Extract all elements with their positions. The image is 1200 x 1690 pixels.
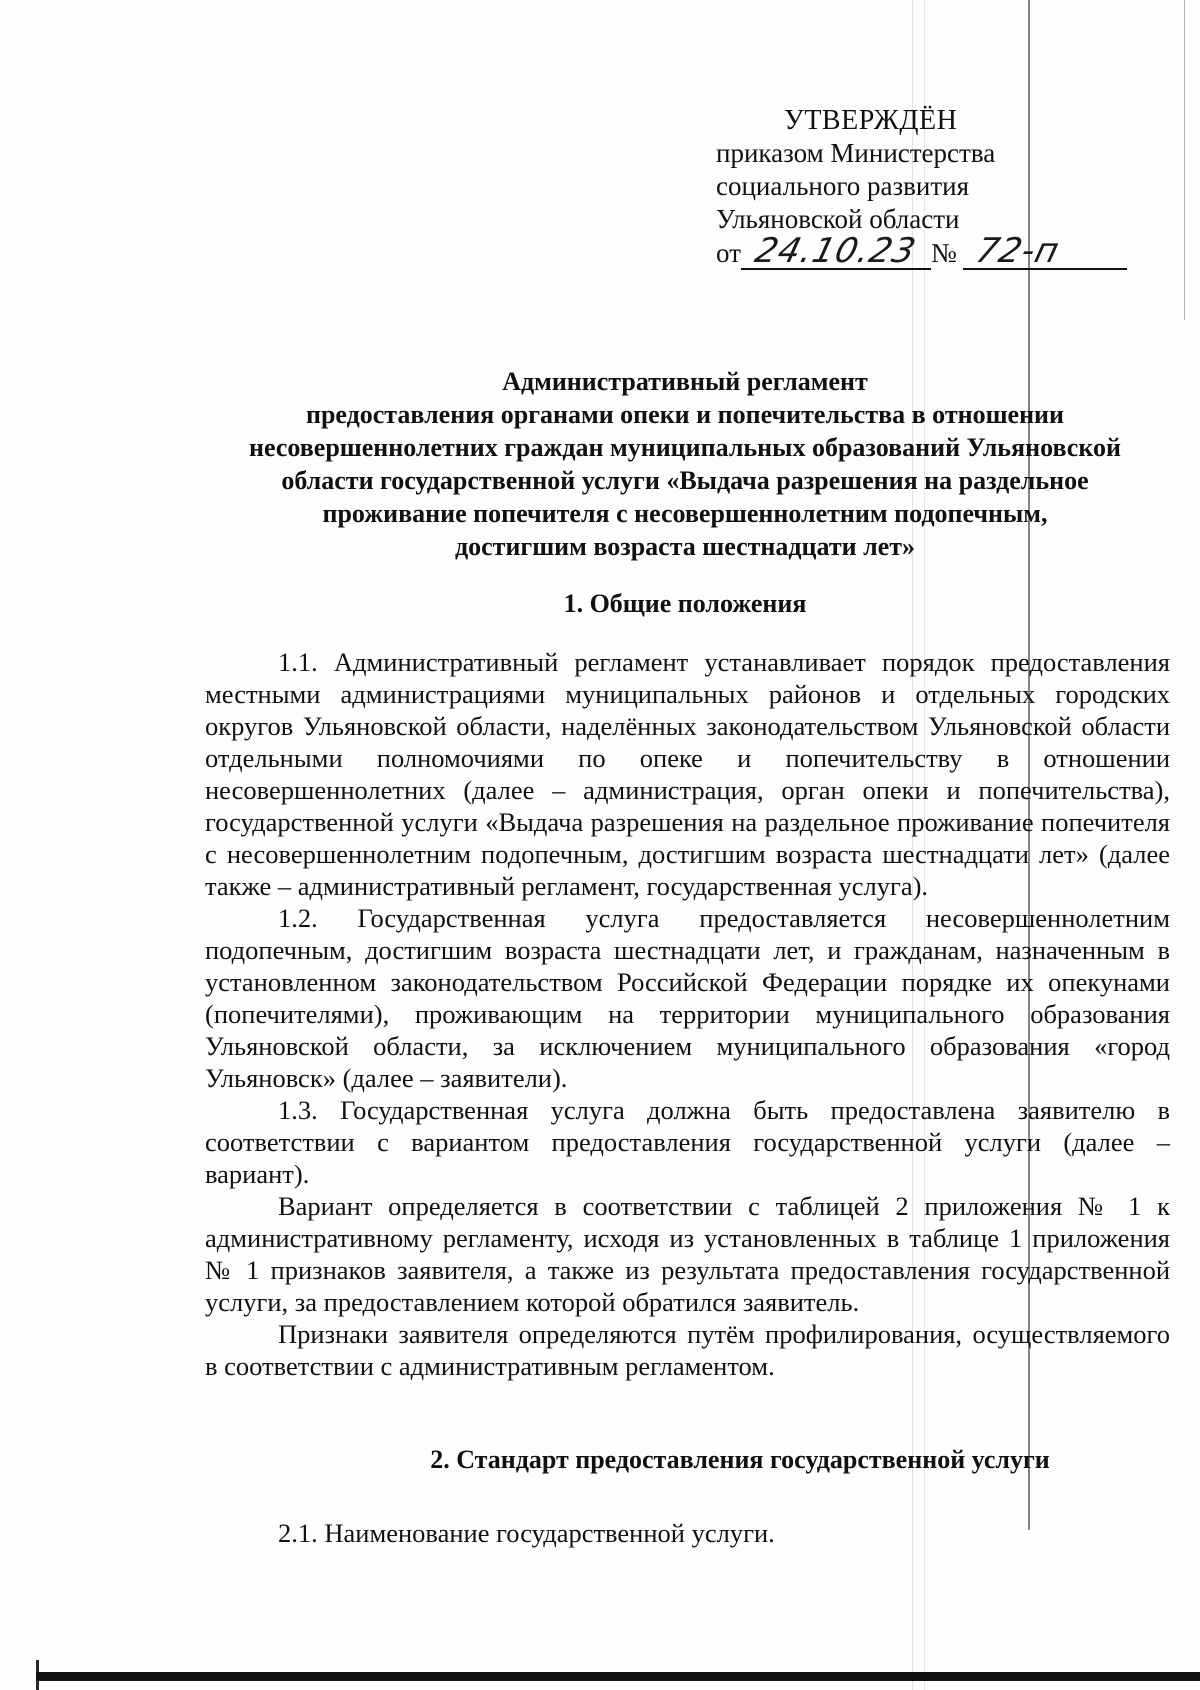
handwritten-number: 72-п [963, 236, 1127, 270]
approval-line: приказом Министерства [716, 138, 996, 168]
title-line: проживание попечителя с несовершеннолетним подопечным, [322, 499, 1048, 528]
approval-title: УТВЕРЖДЁН [784, 105, 958, 136]
date-prefix: от [716, 238, 741, 268]
number-prefix: № [930, 238, 957, 268]
paragraph: Вариант определяется в соответствии с таблицей 2 приложения № 1 к административному регламенту, исходя из установленных в таблице 1 приложения № 1 признаков заявителя, а также из результата предоставления государственной услуги, за предоставлением которой обратился заявитель. [205, 1191, 1170, 1317]
section-heading: 1. Общие положения [563, 589, 807, 618]
paragraph: 1.3. Государственная услуга должна быть предоставлена заявителю в соответствии с вариантом предоставления государственной услуги (далее – вариант). [205, 1095, 1170, 1189]
title-line: Административный регламент [502, 367, 868, 396]
approval-line: Ульяновской области [716, 204, 960, 234]
document-title [200, 365, 1170, 563]
title-line: несовершеннолетних граждан муниципальных образований Ульяновской [249, 433, 1121, 462]
title-line: предоставления органами опеки и попечительства в отношении [305, 400, 1065, 429]
section-body [205, 1517, 1170, 1549]
scan-border-bottom [36, 1672, 1200, 1681]
scan-artifact-line [1184, 0, 1185, 320]
section-heading: 2. Стандарт предоставления государственной услуги [430, 1445, 1050, 1474]
approval-stamp-block [716, 104, 1136, 270]
paragraph: 2.1. Наименование государственной услуги. [278, 1518, 775, 1548]
approval-date-line [716, 231, 1136, 271]
paragraph: 1.1. Административный регламент устанавливает порядок предоставления местными администрациями муниципальных районов и отдельных городских округов Ульяновской области, наделённых законодательством Ульяновской области отдельными полномочиями по опеке и попечительству в отношении несовершеннолетних (далее – администрация, орган опеки и попечительства), государственной услуги «Выдача разрешения на раздельное проживание попечителя с несовершеннолетним подопечным, достигшим возраста шестнадцати лет» (далее также – административный регламент, государственная услуга). [205, 647, 1170, 901]
title-line: достигшим возраста шестнадцати лет» [454, 532, 915, 561]
title-line: области государственной услуги «Выдача разрешения на раздельное [281, 466, 1089, 495]
scan-border-left [36, 1660, 39, 1690]
paragraph: 1.2. Государственная услуга предоставляется несовершеннолетним подопечным, достигшим возраста шестнадцати лет, и гражданам, назначенным в установленном законодательством Российской Федерации порядке их опекунами (попечителями), проживающим на территории муниципального образования Ульяновской области, за исключением муниципального образования «город Ульяновск» (далее – заявители). [205, 903, 1170, 1093]
paragraph: Признаки заявителя определяются путём профилирования, осуществляемого в соответствии с административным регламентом. [205, 1319, 1170, 1381]
approval-line: социального развития [716, 171, 970, 201]
section-body [205, 646, 1170, 1382]
handwritten-date: 24.10.23 [741, 236, 931, 270]
